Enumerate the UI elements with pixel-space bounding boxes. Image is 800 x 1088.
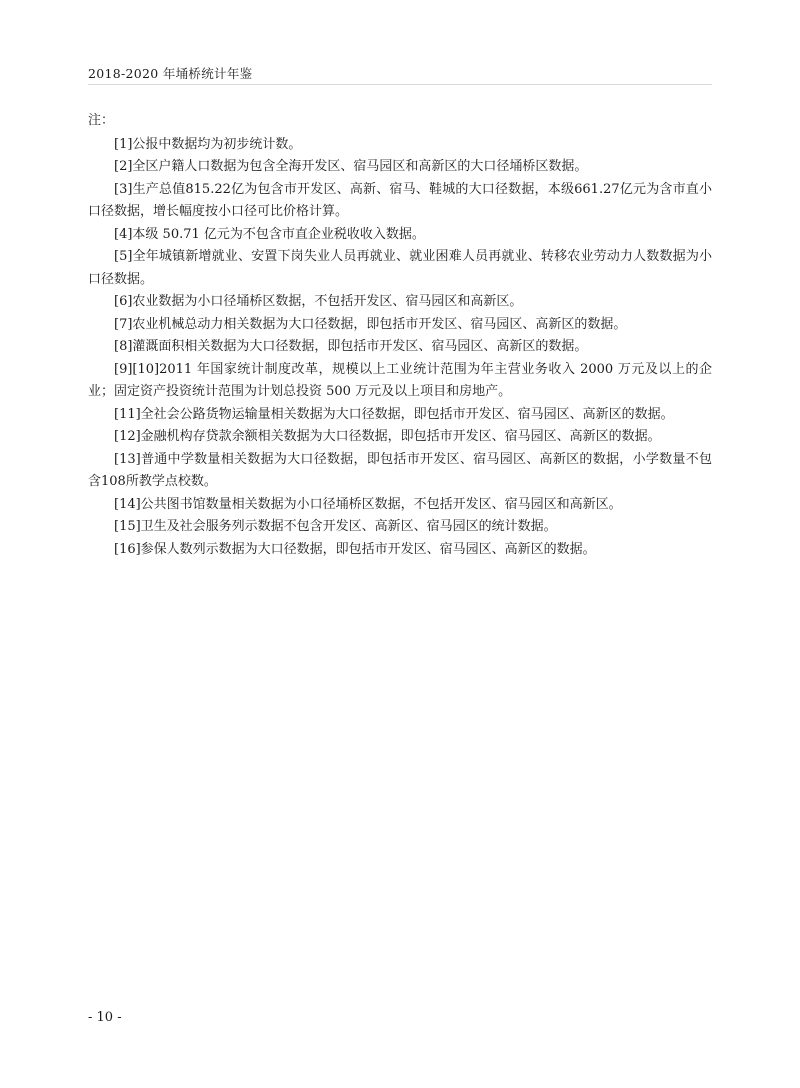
note-item-4: [4]本级 50.71 亿元为不包含市直企业税收收入数据。 <box>114 226 425 242</box>
note-item-11: [11]全社会公路货物运输量相关数据为大口径数据，即包括市开发区、宿马园区、高新区的数据。 <box>114 406 674 422</box>
note-item-9-10: [9][10]2011 年国家统计制度改革，规模以上工业统计范围为年主营业务收入 2000 万元及以上的企业；固定资产投资统计范围为计划总投资 500 万元及以上项目和房地产。 <box>88 361 712 399</box>
header-rule <box>88 84 712 85</box>
notes-section <box>88 110 712 561</box>
note-item-3: [3]生产总值815.22亿为包含市开发区、高新、宿马、鞋城的大口径数据，本级661.27亿元为含市直小口径数据，增长幅度按小口径可比价格计算。 <box>88 181 712 219</box>
running-header: 2018-2020 年埇桥统计年鉴 <box>88 66 253 81</box>
note-item-1: [1]公报中数据均为初步统计数。 <box>114 136 302 152</box>
note-item-6: [6]农业数据为小口径埇桥区数据，不包括开发区、宿马园区和高新区。 <box>114 294 523 309</box>
note-item-13: [13]普通中学数量相关数据为大口径数据，即包括市开发区、宿马园区、高新区的数据，小学数量不包含108所教学点校数。 <box>88 451 712 489</box>
note-item-5: [5]全年城镇新增就业、安置下岗失业人员再就业、就业困难人员再就业、转移农业劳动力人数数据为小口径数据。 <box>88 249 712 287</box>
note-item-15: [15]卫生及社会服务列示数据不包含开发区、高新区、宿马园区的统计数据。 <box>114 519 557 534</box>
note-item-2: [2]全区户籍人口数据为包含全海开发区、宿马园区和高新区的大口径埇桥区数据。 <box>114 159 588 174</box>
note-item-16: [16]参保人数列示数据为大口径数据，即包括市开发区、宿马园区、高新区的数据。 <box>114 541 596 557</box>
page-number: - 10 - <box>88 1010 122 1025</box>
note-item-8: [8]灌溉面积相关数据为大口径数据，即包括市开发区、宿马园区、高新区的数据。 <box>114 339 588 354</box>
note-item-7: [7]农业机械总动力相关数据为大口径数据，即包括市开发区、宿马园区、高新区的数据。 <box>114 316 627 332</box>
notes-title: 注： <box>88 113 115 128</box>
note-item-12: [12]金融机构存贷款余额相关数据为大口径数据，即包括市开发区、宿马园区、高新区的数据。 <box>114 429 661 444</box>
note-item-14: [14]公共图书馆数量相关数据为小口径埇桥区数据，不包括开发区、宿马园区和高新区。 <box>114 496 622 512</box>
